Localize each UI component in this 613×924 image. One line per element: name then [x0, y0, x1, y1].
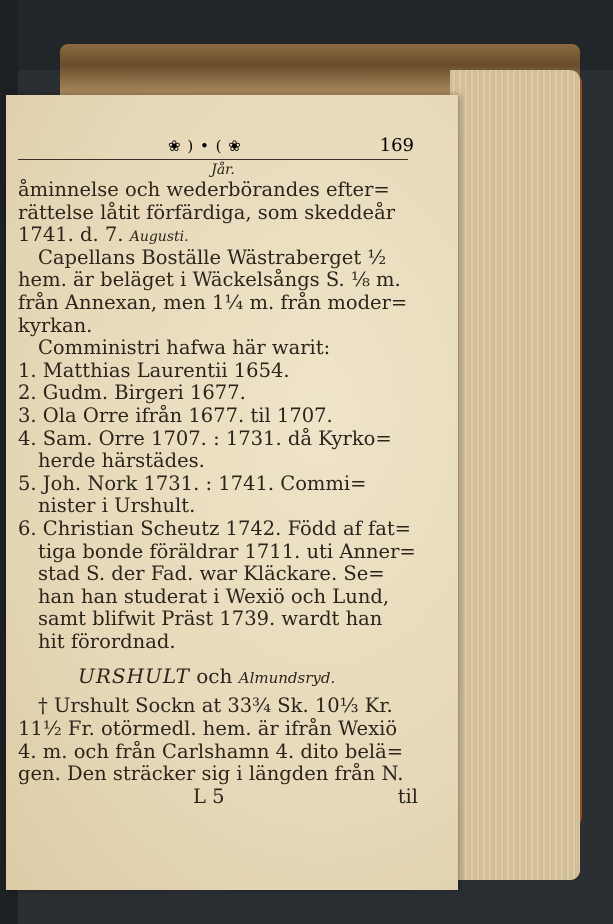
list-item: 5. Joh. Nork 1731. : 1741. Commi= [18, 471, 367, 495]
text-line: † Urshult Sockn at 33¾ Sk. 10⅓ Kr. [38, 694, 393, 718]
text-line: 11½ Fr. otörmedl. hem. är ifrån Wexiö [18, 717, 398, 741]
page-number: 169 [379, 135, 414, 156]
section-och: och [196, 664, 233, 689]
section-title: URSHULT [78, 664, 190, 689]
list-item-cont: han han studerat i Wexiö och Lund, [38, 584, 390, 608]
page-text [18, 161, 428, 808]
page-header [18, 135, 414, 160]
list-item-cont: tiga bonde föräldrar 1711. uti Anner= [38, 539, 416, 563]
text-line: gen. Den sträcker sig i längden från N. [18, 762, 404, 786]
book-page [6, 95, 458, 890]
section-heading [18, 665, 428, 691]
signature-mark: L 5 [193, 784, 225, 808]
list-item: 1. Matthias Laurentii 1654. [18, 358, 290, 382]
text-line: Comministri hafwa här warit: [38, 336, 331, 360]
text-line: rättelse låtit förfärdiga, som skeddeår [18, 200, 396, 224]
list-item-cont: stad S. der Fad. war Kläckare. Se= [38, 562, 385, 586]
text-line: Capellans Boställe Wästraberget ½ [38, 245, 387, 269]
page-footer [18, 786, 428, 809]
list-item-cont: hit förordnad. [38, 629, 176, 653]
text-line [18, 224, 428, 247]
header-ornament: ❀ ) • ( ❀ [168, 137, 242, 155]
catchword: til [397, 784, 418, 808]
list-item: 3. Ola Orre ifrån 1677. til 1707. [18, 403, 333, 427]
text-line: kyrkan. [18, 313, 93, 337]
text-line: 4. m. och från Carlshamn 4. dito belä= [18, 739, 404, 763]
list-item-cont: herde härstädes. [38, 449, 205, 473]
running-word: Jår. [211, 162, 235, 178]
text-line: från Annexan, men 1¼ m. från moder= [18, 290, 408, 314]
section-subtitle: Almundsryd. [238, 669, 336, 688]
page-fore-edge [450, 70, 580, 880]
list-item: 2. Gudm. Birgeri 1677. [18, 381, 246, 405]
text-line: åminnelse och wederbörandes efter= [18, 178, 390, 201]
date-month: Augusti. [129, 229, 189, 246]
list-item: 6. Christian Scheutz 1742. Född af fat= [18, 516, 411, 540]
list-item-cont: nister i Urshult. [38, 494, 196, 518]
text-line: hem. är beläget i Wäckelsångs S. ⅛ m. [18, 268, 401, 292]
list-item: 4. Sam. Orre 1707. : 1731. då Kyrko= [18, 426, 392, 450]
text-line-part: 1741. d. 7. [18, 223, 124, 247]
list-item-cont: samt blifwit Präst 1739. wardt han [38, 607, 383, 631]
